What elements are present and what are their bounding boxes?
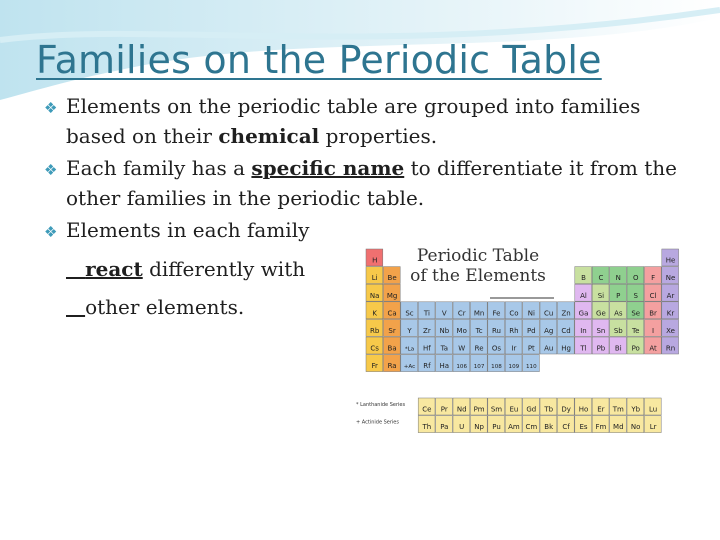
element-symbol: Fe bbox=[492, 309, 501, 318]
element-symbol: Md bbox=[613, 423, 624, 432]
element-symbol: F bbox=[651, 274, 656, 283]
bullet-marker-icon: ❖ bbox=[44, 161, 58, 179]
element-symbol: C bbox=[598, 274, 604, 283]
element-symbol: Pb bbox=[596, 344, 606, 353]
element-symbol: Eu bbox=[509, 405, 519, 414]
element-symbol: Sr bbox=[388, 327, 396, 335]
element-symbol: Y bbox=[407, 327, 412, 335]
element-symbol: Pm bbox=[473, 405, 485, 414]
lanthanide-label: * Lanthanide Series bbox=[356, 402, 406, 408]
element-symbol: Ni bbox=[527, 309, 535, 318]
element-symbol: Ru bbox=[492, 327, 501, 335]
element-symbol: P bbox=[616, 291, 621, 300]
element-symbol: *La bbox=[404, 346, 415, 353]
slide-title: Families on the Periodic Table bbox=[36, 38, 602, 82]
element-symbol: Tl bbox=[580, 344, 587, 353]
element-symbol: Pt bbox=[527, 344, 535, 353]
element-symbol: Bk bbox=[544, 423, 554, 432]
bullet-marker-icon: ❖ bbox=[44, 223, 58, 241]
element-symbol: Ra bbox=[387, 362, 397, 371]
periodic-table-graphic bbox=[350, 235, 686, 441]
element-symbol: Sc bbox=[405, 309, 414, 318]
element-symbol: 107 bbox=[473, 364, 485, 371]
element-symbol: Ir bbox=[511, 344, 517, 353]
bullet-text: differently with bbox=[142, 257, 306, 281]
element-symbol: Th bbox=[422, 423, 432, 432]
element-symbol: Co bbox=[509, 309, 519, 318]
element-symbol: Es bbox=[579, 423, 588, 432]
element-symbol: Tb bbox=[544, 405, 554, 414]
element-symbol: Er bbox=[597, 405, 605, 414]
element-symbol: Cm bbox=[525, 423, 538, 432]
element-symbol: Sn bbox=[596, 327, 606, 335]
element-symbol: Xe bbox=[666, 327, 675, 335]
bullet-text: Elements in each family bbox=[66, 218, 310, 242]
element-symbol: I bbox=[652, 327, 655, 335]
element-symbol: Ge bbox=[596, 309, 606, 318]
element-symbol: Br bbox=[649, 309, 657, 318]
element-symbol: Ho bbox=[578, 405, 589, 414]
periodic-table-title: Periodic Table bbox=[416, 246, 540, 266]
element-symbol: Pd bbox=[526, 327, 536, 335]
element-symbol: B bbox=[581, 274, 586, 283]
element-symbol: K bbox=[372, 309, 377, 318]
element-symbol: Lu bbox=[648, 405, 658, 414]
element-symbol: Ne bbox=[665, 274, 676, 283]
element-symbol: Cd bbox=[561, 327, 571, 335]
element-symbol: At bbox=[649, 344, 657, 353]
element-symbol: Np bbox=[474, 423, 484, 432]
element-symbol: Al bbox=[580, 291, 587, 300]
periodic-table-title: of the Elements bbox=[410, 266, 546, 286]
element-symbol: Cr bbox=[457, 309, 466, 318]
element-symbol: Ta bbox=[440, 344, 449, 353]
element-symbol: Ga bbox=[578, 309, 589, 318]
element-symbol: Ba bbox=[387, 344, 397, 353]
element-symbol: Pa bbox=[440, 423, 449, 432]
bullet-text: Elements on the periodic table are grouped into families based on their bbox=[66, 94, 641, 148]
element-symbol: No bbox=[630, 423, 641, 432]
element-symbol: Hg bbox=[561, 344, 571, 353]
element-symbol: In bbox=[580, 327, 587, 335]
element-symbol: Rf bbox=[423, 362, 431, 371]
element-symbol: Kr bbox=[666, 309, 675, 318]
element-symbol: Cl bbox=[649, 291, 657, 300]
element-symbol: Nb bbox=[439, 327, 450, 335]
element-symbol: Nd bbox=[456, 405, 467, 414]
element-symbol: 109 bbox=[508, 364, 520, 371]
element-symbol: Si bbox=[597, 291, 605, 300]
bullet-text: other elements. bbox=[85, 295, 245, 319]
element-symbol: Cu bbox=[544, 309, 554, 318]
element-symbol: Au bbox=[544, 344, 554, 353]
element-symbol: Te bbox=[631, 327, 640, 335]
bullet-text: Each family has a bbox=[66, 156, 252, 180]
bullet-text: properties. bbox=[319, 124, 438, 148]
element-symbol: Cf bbox=[562, 423, 570, 432]
element-symbol: Mo bbox=[456, 327, 467, 335]
element-symbol: Ti bbox=[423, 309, 430, 318]
element-symbol: Be bbox=[387, 274, 397, 283]
element-symbol: Re bbox=[474, 344, 484, 353]
element-symbol: Mn bbox=[473, 309, 485, 318]
element-symbol: Fr bbox=[371, 362, 378, 371]
element-symbol: Yb bbox=[631, 405, 641, 414]
element-symbol: Ha bbox=[439, 362, 450, 371]
element-symbol: U bbox=[459, 423, 465, 432]
element-symbol: +Ac bbox=[403, 364, 416, 371]
element-symbol: Bi bbox=[614, 344, 622, 353]
actinide-label: + Actinide Series bbox=[356, 419, 399, 426]
element-symbol: Pr bbox=[440, 405, 448, 414]
element-symbol: Pu bbox=[492, 423, 501, 432]
element-symbol: Os bbox=[491, 344, 502, 353]
element-symbol: As bbox=[614, 309, 623, 318]
element-symbol: Tm bbox=[612, 405, 624, 414]
element-symbol: N bbox=[615, 274, 621, 283]
element-symbol: Gd bbox=[526, 405, 537, 414]
element-symbol: Cs bbox=[370, 344, 379, 353]
element-symbol: Lr bbox=[649, 423, 657, 432]
element-symbol: Po bbox=[631, 344, 640, 353]
bullet-bold-text: specific name bbox=[251, 156, 405, 180]
bullet-bold-text: react bbox=[85, 257, 143, 281]
periodic-table-image bbox=[350, 235, 686, 441]
element-symbol: S bbox=[633, 291, 638, 300]
element-symbol: Zr bbox=[423, 327, 431, 335]
element-symbol: H bbox=[372, 256, 378, 265]
element-symbol: Rn bbox=[665, 344, 676, 353]
element-symbol: V bbox=[441, 309, 447, 318]
element-symbol: W bbox=[458, 344, 466, 353]
element-symbol: Mg bbox=[386, 291, 398, 300]
bullet-text: to differentiate it from the other families in the periodic table. bbox=[66, 156, 678, 210]
element-symbol: Rb bbox=[370, 327, 380, 335]
element-symbol: Hf bbox=[423, 344, 431, 353]
element-symbol: Zn bbox=[561, 309, 571, 318]
element-symbol: O bbox=[632, 274, 639, 283]
element-symbol: 108 bbox=[491, 364, 502, 371]
element-symbol: 106 bbox=[456, 364, 468, 371]
element-symbol: Ag bbox=[544, 327, 554, 335]
element-symbol: Am bbox=[508, 423, 520, 432]
element-symbol: Li bbox=[371, 274, 378, 283]
element-symbol: Ce bbox=[422, 405, 432, 414]
element-symbol: Na bbox=[369, 291, 380, 300]
bullet-marker-icon: ❖ bbox=[44, 99, 58, 117]
bullet-item bbox=[44, 92, 704, 150]
element-symbol: Se bbox=[631, 309, 641, 318]
element-symbol: Ca bbox=[387, 309, 397, 318]
element-symbol: 110 bbox=[525, 364, 537, 371]
bullet-item bbox=[44, 154, 704, 212]
element-symbol: Tc bbox=[475, 327, 483, 335]
element-symbol: Fm bbox=[595, 423, 607, 432]
bullet-bold-text: chemical bbox=[218, 124, 320, 148]
element-symbol: Dy bbox=[561, 405, 571, 414]
element-symbol: He bbox=[665, 256, 676, 265]
element-symbol: Sm bbox=[490, 405, 503, 414]
element-symbol: Rh bbox=[509, 327, 519, 335]
element-symbol: Sb bbox=[613, 327, 623, 335]
element-symbol: Ar bbox=[666, 291, 675, 300]
